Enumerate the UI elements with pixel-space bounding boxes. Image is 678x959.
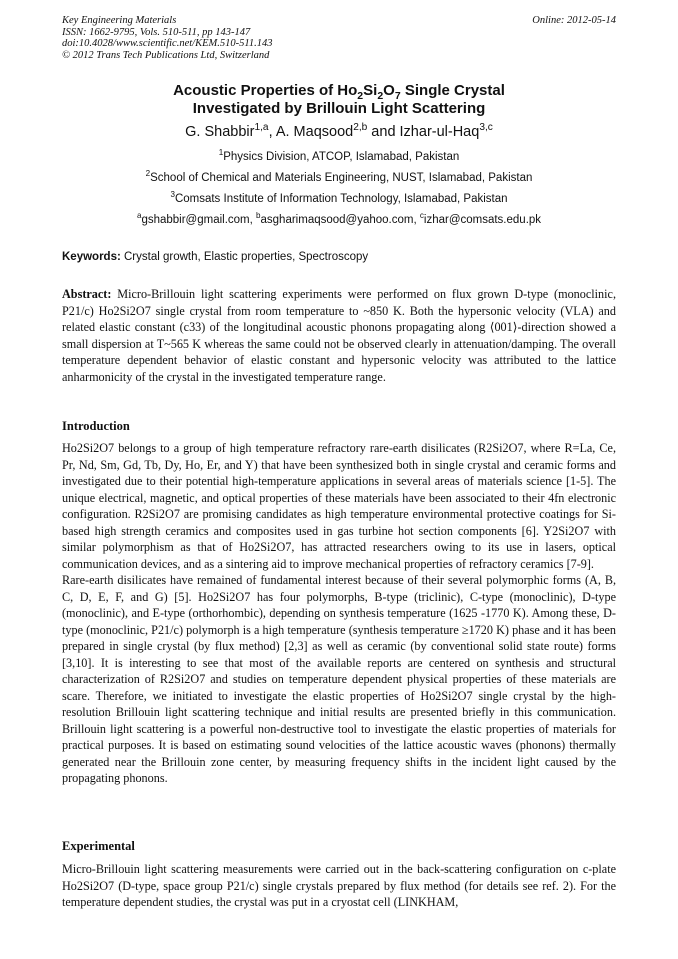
- copyright-line: © 2012 Trans Tech Publications Ltd, Switzerland: [62, 49, 270, 61]
- experimental-paragraph-1: Micro-Brillouin light scattering measurements were carried out in the back-scattering configuration on c-plate Ho2Si2O7 (D-type, space group P21/c) single crystals prepared by flux method (for details see ref. 2). For the temperature dependent studies, the crystal was put in a cryostat cell (LINKHAM,: [62, 862, 616, 909]
- title-line-2: Investigated by Brillouin Light Scattering: [192, 100, 486, 117]
- title-line-1: Acoustic Properties of $Ho_2Si_2O_7$ Single Crystal: [173, 82, 505, 102]
- abstract: Abstract: Micro-Brillouin light scattering experiments were performed on flux grown D-type (monoclinic, P21/c) Ho2Si2O7 single crystal from room temperature to ~850 K. Both the hypersonic velocity (VLA) and related elastic constant (c33) of the longitudinal acoustic phonons propagating along ⟨001⟩-direction showed a small dispersion at T~565 K whereas the same could not be observed clearly in attenuation/damping. The overall temperature dependent behavior of elastic constant and hypersonic velocity was attributed to the lattice anharmonicity of the crystal in the investigated temperature range.: [62, 287, 616, 384]
- keywords: Keywords: Crystal growth, Elastic properties, Spectroscopy: [62, 251, 369, 263]
- online-date: Online: 2012-05-14: [532, 15, 616, 26]
- author-list: G. Shabbir$^{1,a}$, A. Maqsood$^{2,b}$ and Izhar-ul-Haq$^{3,c}$: [185, 122, 493, 140]
- experimental-heading: Experimental: [62, 839, 135, 853]
- issn-line: ISSN: 1662-9795, Vols. 510-511, pp 143-147: [62, 26, 251, 38]
- paper-title: [62, 82, 616, 118]
- email-line: $^a$gshabbir@gmail.com, $^b$asgharimaqsood@yahoo.com, $^c$izhar@comsats.edu.pk: [136, 211, 542, 226]
- affiliation-3: $^3$Comsats Institute of Information Technology, Islamabad, Pakistan: [170, 190, 508, 205]
- introduction-paragraph-2: Rare-earth disilicates have remained of fundamental interest because of their several polymorphic forms (A, B, C, D, E, F, and G) [5]. Ho2Si2O7 has four polymorphs, B-type (triclinic), C-type (monoclinic), D-type (monoclinic), and E-type (orthorhombic), depending on synthesis temperature (1625 -1770 K). Among these, D-type (monoclinic, P21/c) polymorph is a high temperature (synthesis temperature ≥1720 K) phase and it has been prepared in single crystal (by flux method) [2,3] as well as ceramic (by conventional solid state route) forms [3,10]. It is interesting to see that most of the available reports are centered on synthesis and structural characterization of R2Si2O7 and studies on temperature dependent physical properties of these materials are scare. Therefore, we initiated to investigate the elastic properties of Ho2Si2O7 single crystal by the high-resolution Brillouin light scattering technique and initial results are presented briefly in this communication. Brillouin light scattering is a powerful non-destructive tool to investigate the elastic properties of materials for practical purposes. It is based on estimating sound velocities of the lattice acoustic waves (phonons) thermally generated near the Brillouin zone center, by measuring frequency shifts in the incident light caused by the propagating phonons.: [62, 573, 616, 785]
- introduction-paragraph-1: Ho2Si2O7 belongs to a group of high temperature refractory rare-earth disilicates (R2Si2O7, where R=La, Ce, Pr, Nd, Sm, Gd, Tb, Dy, Ho, Er, and Y) that have been synthesized both in single crystal and ceramic forms and investigated due to their potential high-temperature applications in several areas of materials science [1-5]. The unique electrical, magnetic, and optical properties of these materials have been associated to their 4fn electronic configuration. R2Si2O7 are promising candidates as high temperature environmental protective coatings for Si-based high strength ceramics and composites used in gas turbine hot section components [6]. Y2Si2O7 with similar polymorphism as that of Ho2Si2O7, has attracted researchers owing to its use in lasers, optical communication devices, and as a sintering aid to improve mechanical properties of refractory ceramics [7-9].: [62, 441, 616, 571]
- affiliation-2: $^2$School of Chemical and Materials Engineering, NUST, Islamabad, Pakistan: [145, 169, 533, 184]
- introduction-body: [62, 440, 616, 787]
- introduction-heading: Introduction: [62, 419, 130, 433]
- experimental-body: [62, 861, 616, 911]
- doi-line: doi:10.4028/www.scientific.net/KEM.510-511.143: [62, 38, 273, 50]
- affiliation-1: $^1$Physics Division, ATCOP, Islamabad, Pakistan: [218, 148, 460, 163]
- journal-name: Key Engineering Materials: [62, 15, 177, 26]
- journal-header: [62, 15, 616, 61]
